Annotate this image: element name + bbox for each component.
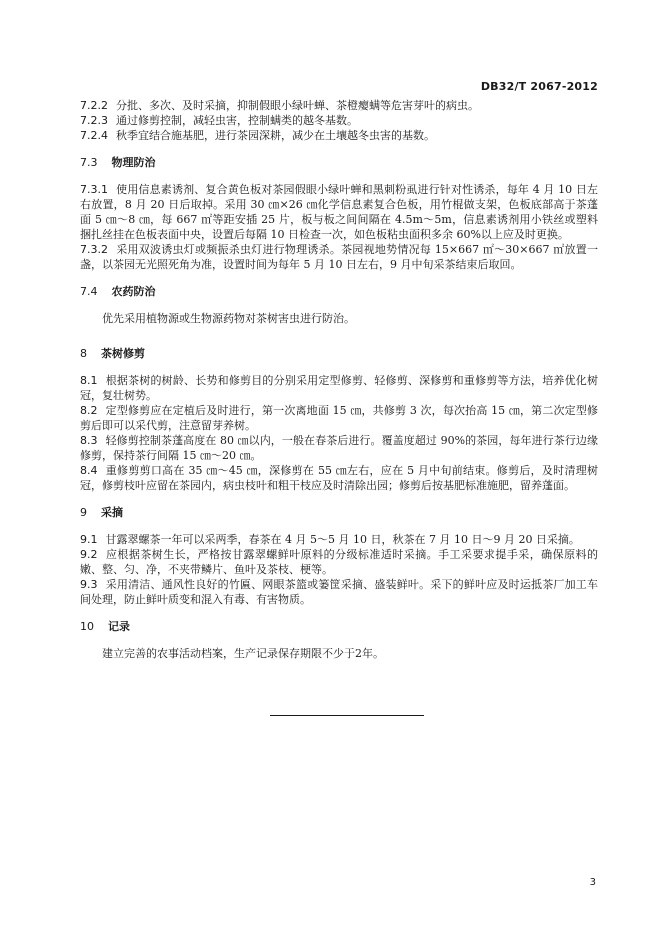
clause-7-3-1 [80,182,598,242]
clause-text: 定型修剪应在定植后及时进行，第一次离地面 15 ㎝，共修剪 3 次，每次抬高 15 ㎝，第二次定型修剪后即可以采代剪，注意留芽养树。 [80,404,598,432]
clause-number: 7.3.1 [80,183,108,196]
section-heading-7-3 [80,155,598,170]
clause-10-text: 建立完善的农事活动档案，生产记录保存期限不少于2年。 [102,647,384,660]
clause-7-4-text: 优先采用植物源或生物源药物对茶树害虫进行防治。 [102,312,355,325]
section-title: 采摘 [101,506,123,519]
clause-7-2-2 [80,98,598,113]
clause-text: 分批、多次、及时采摘，抑制假眼小绿叶蝉、茶橙瘿螨等危害芽叶的病虫。 [116,99,479,112]
clause-number: 9.1 [80,533,98,546]
clause-text: 轻修剪控制茶蓬高度在 80 ㎝以内，一般在春茶后进行。覆盖度超过 90%的茶园，每年进行茶行边缘修剪，保持茶行间隔 15 ㎝～20 ㎝。 [80,434,598,462]
clause-text: 甘露翠螺茶一年可以采两季，春茶在 4 月 5～5 月 10 日，秋茶在 7 月 10 日～9 月 20 日采摘。 [105,533,580,546]
clause-9-3 [80,577,598,607]
clause-number: 7.3.2 [80,243,108,256]
section-heading-7-4 [80,284,598,299]
clause-number: 7.2.3 [80,114,108,127]
clause-7-2-4 [80,128,598,143]
clause-8-3 [80,433,598,463]
end-divider [270,715,424,716]
clause-text: 采用清洁、通风性良好的竹匾、网眼茶篮或篓筐采摘、盛装鲜叶。采下的鲜叶应及时运抵茶厂加工车间处理，防止鲜叶质变和混入有毒、有害物质。 [80,578,598,606]
clause-number: 7.2.2 [80,99,108,112]
clause-text: 采用双波诱虫灯或频振杀虫灯进行物理诱杀。茶园视地势情况每 15×667 ㎡～30×667 ㎡放置一盏，以茶园无光照死角为准，设置时间为每年 5 月 10 日左右，9 月中旬采茶结束后取回。 [80,243,598,271]
section-title: 农药防治 [111,285,156,298]
clause-number: 9.2 [80,548,98,561]
clause-number: 8.1 [80,374,98,387]
clause-8-4 [80,463,598,493]
clause-text: 使用信息素诱剂、复合黄色板对茶园假眼小绿叶蝉和黑刺粉虱进行针对性诱杀，每年 4 月 10 日左右放置，8 月 20 日后取掉。采用 30 ㎝×26 ㎝化学信息素复合色板，用竹棍做支架，色板底部高于茶蓬面 5 ㎝～8 ㎝，每 667 ㎡等距安插 25 片，板与板之间间隔在 4.5m～5m，信息素诱剂用小铁丝或塑料捆扎丝挂在色板表面中央，设置后每隔 10 日检查一次，如色板粘虫面积多余 60%以上应及时更换。 [80,183,598,241]
section-number: 7.3 [80,156,98,169]
document-code: DB32/T 2067-2012 [480,80,598,93]
clause-text: 根据茶树的树龄、长势和修剪目的分别采用定型修剪、轻修剪、深修剪和重修剪等方法，培养优化树冠，复壮树势。 [80,374,598,402]
section-title: 茶树修剪 [101,347,145,360]
clause-number: 7.2.4 [80,129,108,142]
section-title: 物理防治 [111,156,156,169]
section-number: 10 [80,620,94,633]
section-heading-9 [80,505,598,520]
section-title: 记录 [108,620,130,633]
clause-9-1 [80,532,598,547]
section-number: 7.4 [80,285,98,298]
clause-7-2-3 [80,113,598,128]
section-heading-8 [80,346,598,361]
clause-text: 秋季宜结合施基肥，进行茶园深耕，减少在土壤越冬虫害的基数。 [116,129,435,142]
section-number: 9 [80,506,87,519]
clause-number: 8.3 [80,434,98,447]
clause-8-1 [80,373,598,403]
section-number: 8 [80,347,87,360]
clause-text: 重修剪剪口高在 35 ㎝～45 ㎝，深修剪在 55 ㎝左右，应在 5 月中旬前结束。修剪后，及时清理树冠，修剪枝叶应留在茶园内，病虫枝叶和粗干枝应及时清除出园；修剪后按基肥标准施肥，留养蓬面。 [80,464,598,492]
clause-number: 9.3 [80,578,98,591]
clause-9-2 [80,547,598,577]
document-body [80,98,598,661]
clause-8-2 [80,403,598,433]
clause-text: 应根据茶树生长，严格按甘露翠螺鲜叶原料的分级标准适时采摘。手工采要求提手采，确保原料的嫩、整、匀、净，不夹带鳞片、鱼叶及茶枝、梗等。 [80,548,598,576]
clause-number: 8.2 [80,404,98,417]
page-number: 3 [589,877,596,888]
section-heading-10 [80,619,598,634]
clause-7-3-2 [80,242,598,272]
clause-number: 8.4 [80,464,98,477]
clause-text: 通过修剪控制，减轻虫害，控制螨类的越冬基数。 [116,114,358,127]
